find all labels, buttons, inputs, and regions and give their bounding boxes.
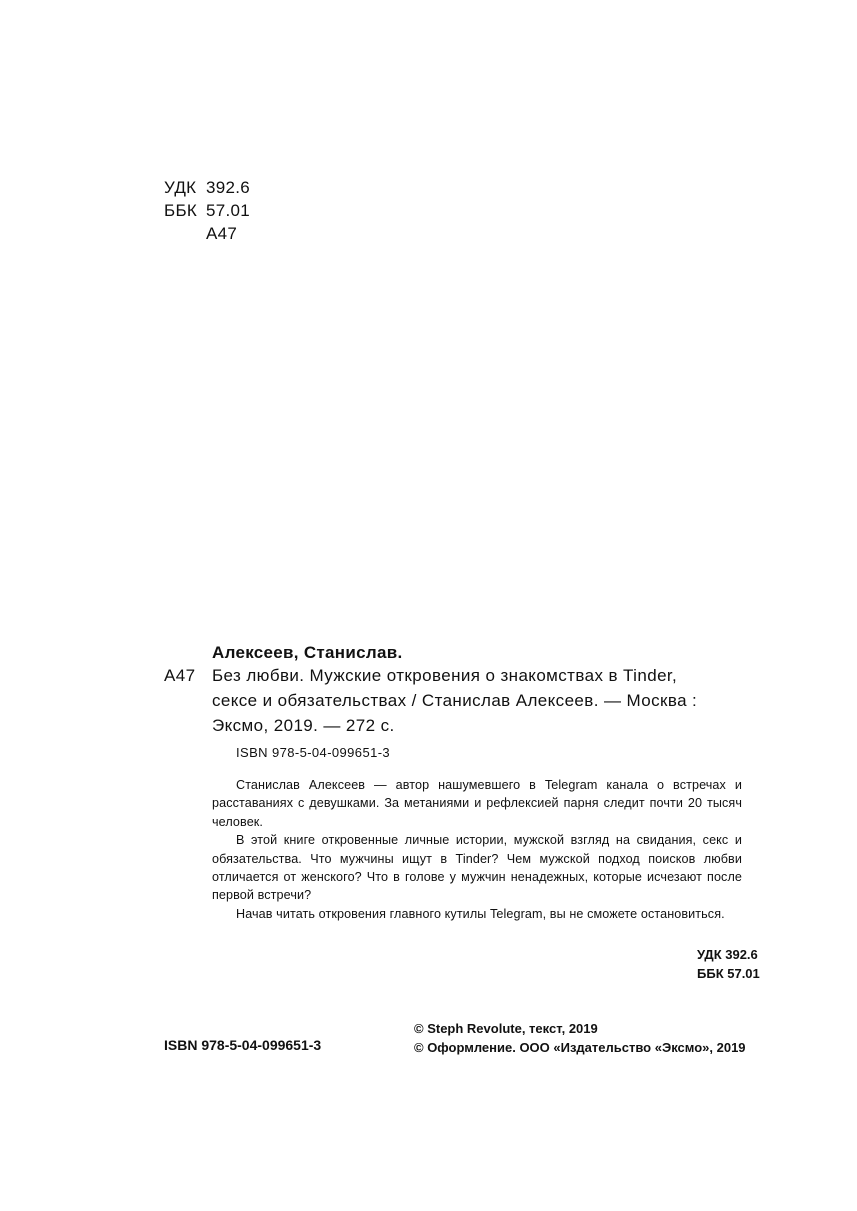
record-title-line: Эксмо, 2019. — 272 с. [212,716,395,735]
top-udk-row [164,176,250,199]
record-author: Алексеев, Станислав. [212,643,403,662]
top-udk-value: 392.6 [206,178,251,197]
record-author-mark: А47 [164,666,196,685]
annotation-paragraph: В этой книге откровенные личные истории, мужской взгляд на свидания, секс и обязательства. Что мужчины ищут в Tinder? Чем мужской подход поисков любви отличается от женского? Что в голове у мужчин ненадежных, которые исчезают после первой встречи? [212,833,742,903]
record-udk: УДК 392.6 [697,947,758,962]
record-title-line: сексе и обязательствах / Станислав Алексеев. — Москва : [212,691,698,710]
top-bbk-value: 57.01 [206,201,251,220]
record-title-block [212,663,697,738]
annotation-paragraph: Начав читать откровения главного кутилы Telegram, вы не сможете остановиться. [236,906,725,921]
record-annotation [212,776,742,923]
record-bbk: ББК 57.01 [697,966,760,981]
top-bbk-row [164,199,250,222]
copyright-text: © Steph Revolute, текст, 2019 [414,1021,598,1036]
footer-copyright [414,1019,746,1057]
record-title-line: Без любви. Мужские откровения о знакомствах в Tinder, [212,666,678,685]
top-udk-label: УДК [164,178,197,197]
record-classification [697,945,760,983]
top-bbk-label: ББК [164,201,198,220]
top-author-mark-row [164,222,250,245]
record-isbn: ISBN 978-5-04-099651-3 [236,745,391,760]
top-classification [164,176,250,245]
top-author-mark: А47 [206,224,238,243]
footer-isbn: ISBN 978-5-04-099651-3 [164,1037,322,1053]
annotation-paragraph: Станислав Алексеев — автор нашумевшего в Telegram канала о встречах и расставаниях с девушками. За метаниями и рефлексией парня следит почти 20 тысяч человек. [212,778,742,829]
copyright-design: © Оформление. ООО «Издательство «Эксмо», 2019 [414,1040,746,1055]
